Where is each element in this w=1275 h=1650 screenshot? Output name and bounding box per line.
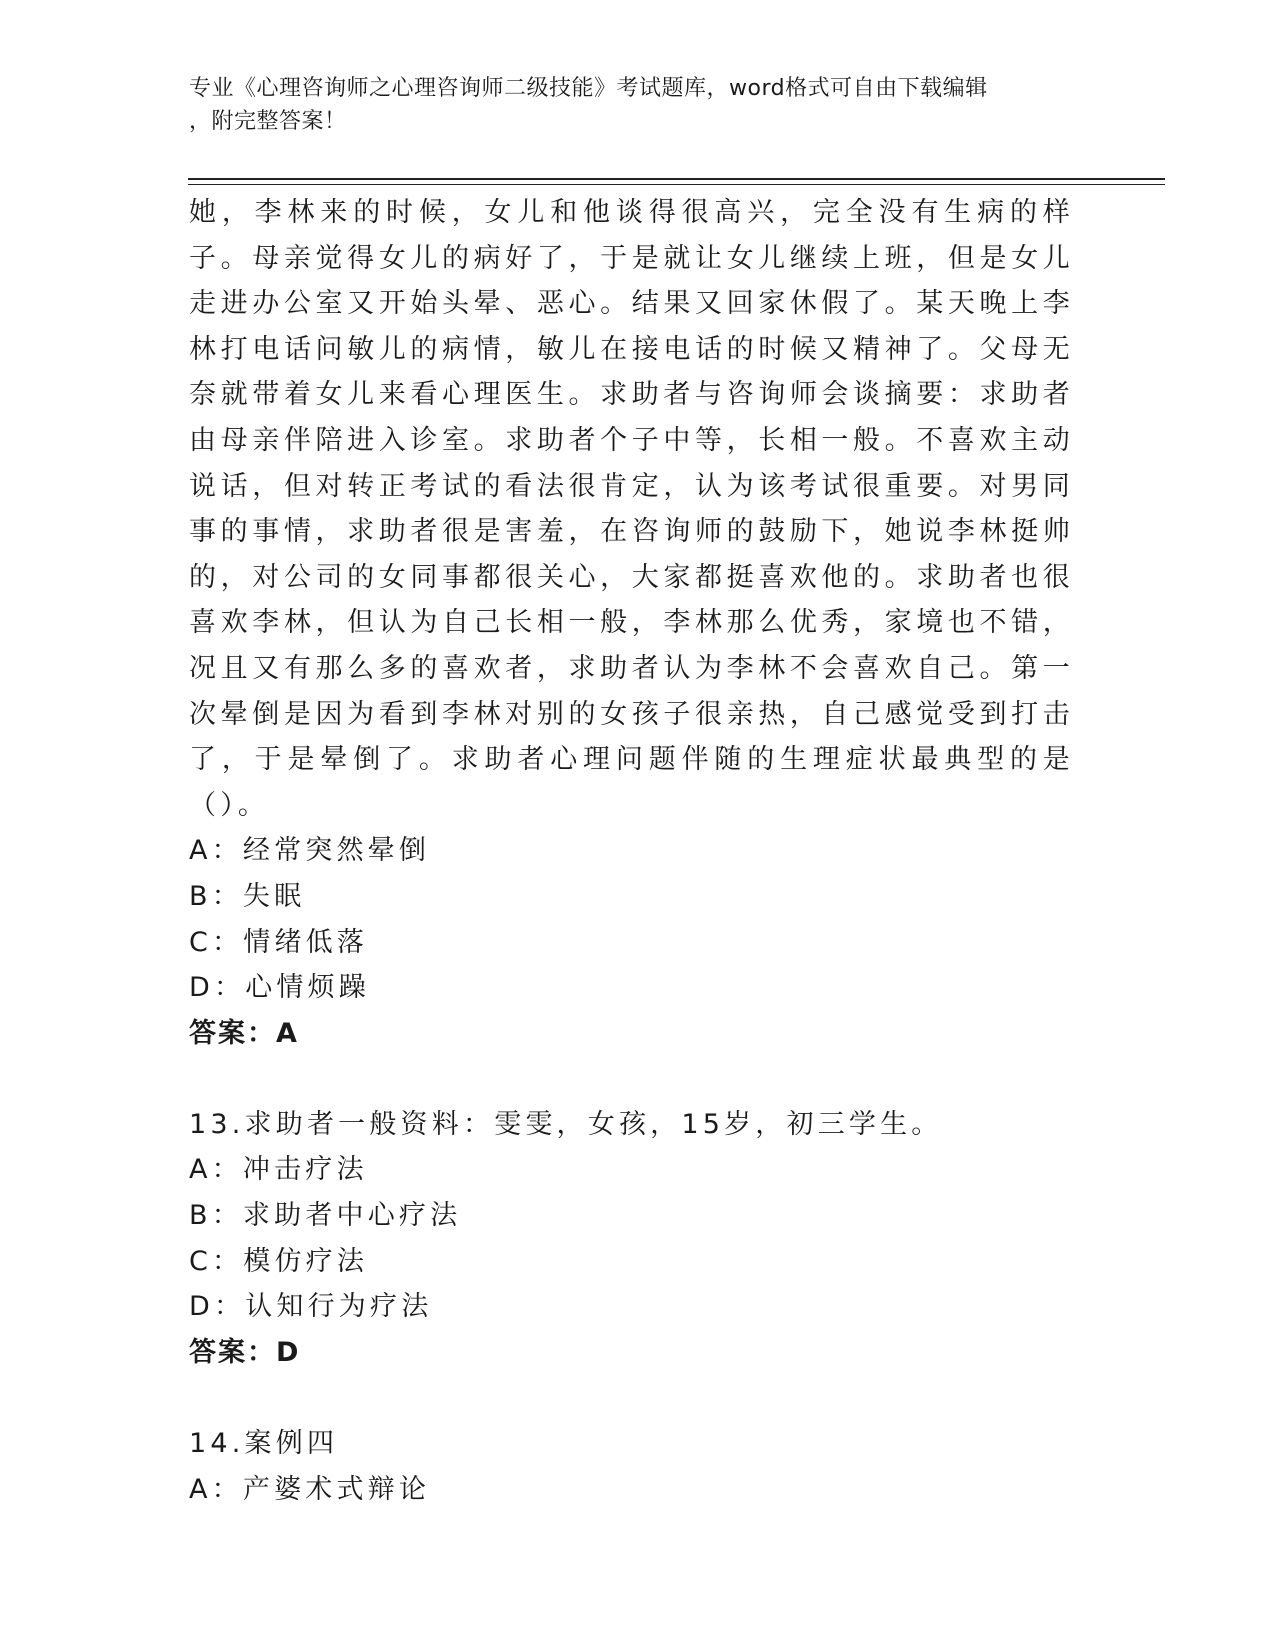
question-13-option-b: B：求助者中心疗法 bbox=[189, 1200, 462, 1232]
question-spacer bbox=[189, 1375, 1074, 1421]
question-13 bbox=[189, 1102, 1074, 1376]
header-rule-thick bbox=[188, 178, 1165, 180]
question-13-option-a: A：冲击疗法 bbox=[189, 1154, 368, 1186]
question-12-option-a: A：经常突然晕倒 bbox=[189, 835, 431, 867]
question-13-stem: 13.求助者一般资料：雯雯，女孩，15岁，初三学生。 bbox=[189, 1108, 943, 1140]
document-body bbox=[189, 190, 1074, 1512]
question-14 bbox=[189, 1421, 1074, 1512]
question-12-passage: 她，李林来的时候，女儿和他谈得很高兴，完全没有生病的样子。母亲觉得女儿的病好了，于是就让女儿继续上班，但是女儿走进办公室又开始头晕、恶心。结果又回家休假了。某天晚上李林打电话问敏儿的病情，敏儿在接电话的时候又精神了。父母无奈就带着女儿来看心理医生。求助者与咨询师会谈摘要：求助者由母亲伴陪进入诊室。求助者个子中等，长相一般。不喜欢主动说话，但对转正考试的看法很肯定，认为该考试很重要。对男同事的事情，求助者很是害羞，在咨询师的鼓励下，她说李林挺帅的，对公司的女同事都很关心，大家都挺喜欢他的。求助者也很喜欢李林，但认为自己长相一般，李林那么优秀，家境也不错，况且又有那么多的喜欢者，求助者认为李林不会喜欢自己。第一次晕倒是因为看到李林对别的女孩子很亲热，自己感觉受到打击了，于是晕倒了。求助者心理问题伴随的生理症状最典型的是（）。 bbox=[189, 197, 1074, 821]
question-14-option-a: A：产婆术式辩论 bbox=[189, 1473, 431, 1505]
question-12 bbox=[189, 190, 1074, 1056]
question-12-option-d: D：心情烦躁 bbox=[189, 972, 370, 1004]
question-14-stem: 14.案例四 bbox=[189, 1428, 339, 1460]
question-13-answer: 答案：D bbox=[189, 1336, 301, 1368]
question-12-answer: 答案：A bbox=[189, 1017, 299, 1049]
question-12-option-b: B：失眠 bbox=[189, 880, 306, 912]
document-header bbox=[189, 72, 1069, 138]
question-spacer bbox=[189, 1056, 1074, 1102]
question-13-option-c: C：模仿疗法 bbox=[189, 1245, 369, 1277]
header-line-2: ，附完整答案！ bbox=[189, 109, 347, 134]
question-13-option-d: D：认知行为疗法 bbox=[189, 1291, 433, 1323]
header-line-1: 专业《心理咨询师之心理咨询师二级技能》考试题库，word格式可自由下载编辑 bbox=[189, 76, 988, 101]
question-12-option-c: C：情绪低落 bbox=[189, 926, 369, 958]
header-rule-thin bbox=[188, 184, 1165, 185]
